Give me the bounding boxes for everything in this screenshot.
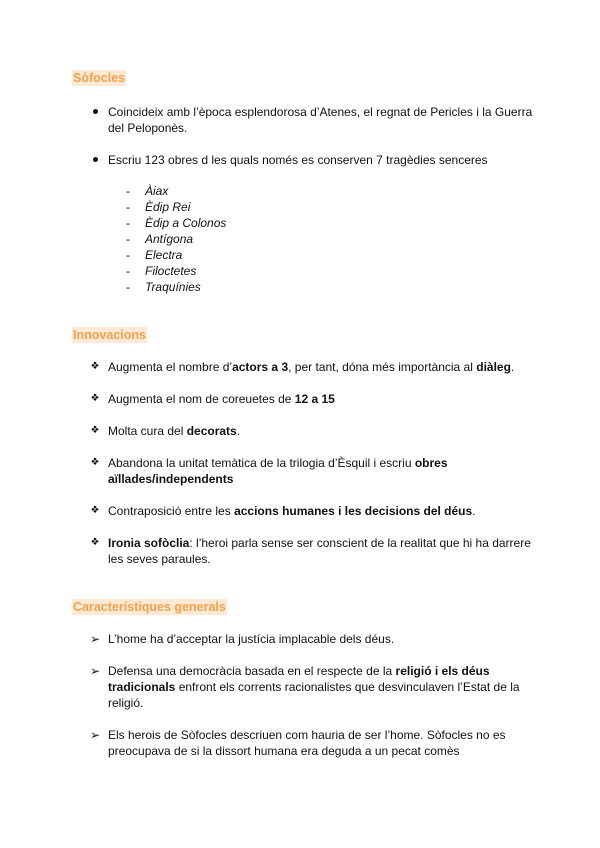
dash-icon: -	[126, 264, 130, 278]
diamond-bullet-icon: ❖	[90, 505, 100, 516]
diamond-bullet-icon: ❖	[90, 537, 100, 548]
heading-innovacions: Innovacions	[73, 328, 146, 342]
list-item: ❖ Contraposició entre les accions humanes i les decisions del déus.	[108, 503, 538, 519]
list-item: ❖ Abandona la unitat temàtica de la trilogia d’Èsquil i escriu obres aïllades/independents	[108, 455, 538, 487]
dash-icon: -	[126, 184, 130, 198]
diamond-bullet-icon: ❖	[90, 457, 100, 468]
list-item: ❖ Molta cura del decorats.	[108, 423, 538, 439]
bullet-dot-icon	[88, 152, 102, 168]
diamond-bullet-icon: ❖	[90, 361, 100, 372]
bullet-dot-icon	[88, 104, 102, 120]
work-item: - Traquínies	[126, 280, 201, 294]
dash-icon: -	[126, 216, 130, 230]
dash-icon: -	[126, 232, 130, 246]
work-item: - Èdip Rei	[126, 200, 191, 214]
work-item: - Antígona	[126, 232, 194, 246]
arrow-bullet-icon: ➢	[89, 664, 101, 678]
work-item: - Filoctetes	[126, 264, 197, 278]
list-item: ❖ Ironia sofòclia: l’heroi parla sense ser conscient de la realitat que hi ha darrere les seves paraules.	[108, 535, 538, 567]
list-item: ➢ L’home ha d’acceptar la justícia implacable dels déus.	[89, 632, 395, 646]
heading-caracteristiques: Característiques generals	[73, 600, 226, 614]
list-item: ➢ Defensa una democràcia basada en el respecte de la religió i els déus tradicionals enfront els corrents racionalistes que desvinculaven l’Estat de la religió.	[89, 664, 520, 710]
heading-sofocles: Sòfocles	[73, 71, 126, 85]
work-item: - Electra	[126, 248, 183, 262]
dash-icon: -	[126, 248, 130, 262]
work-item: - Èdip a Colonos	[126, 216, 227, 230]
list-item: ❖ Augmenta el nom de coreuetes de 12 a 15	[108, 391, 538, 407]
list-item: Coincideix amb l’època esplendorosa d’Atenes, el regnat de Pericles i la Guerra del Peloponès.	[108, 104, 538, 136]
dash-icon: -	[126, 280, 130, 294]
list-item: ➢ Els herois de Sòfocles descriuen com hauria de ser l’home. Sòfocles no es preocupava de si la dissort humana era deguda a un pecat comès	[89, 728, 506, 758]
arrow-bullet-icon: ➢	[89, 632, 101, 646]
diamond-bullet-icon: ❖	[90, 425, 100, 436]
diamond-bullet-icon: ❖	[90, 393, 100, 404]
dash-icon: -	[126, 200, 130, 214]
work-item: - Àiax	[126, 184, 169, 198]
arrow-bullet-icon: ➢	[89, 728, 101, 742]
list-item: Escriu 123 obres d les quals només es conserven 7 tragèdies senceres	[108, 152, 538, 168]
list-item: ❖ Augmenta el nombre d’actors a 3, per tant, dóna més importància al diàleg.	[108, 359, 538, 375]
